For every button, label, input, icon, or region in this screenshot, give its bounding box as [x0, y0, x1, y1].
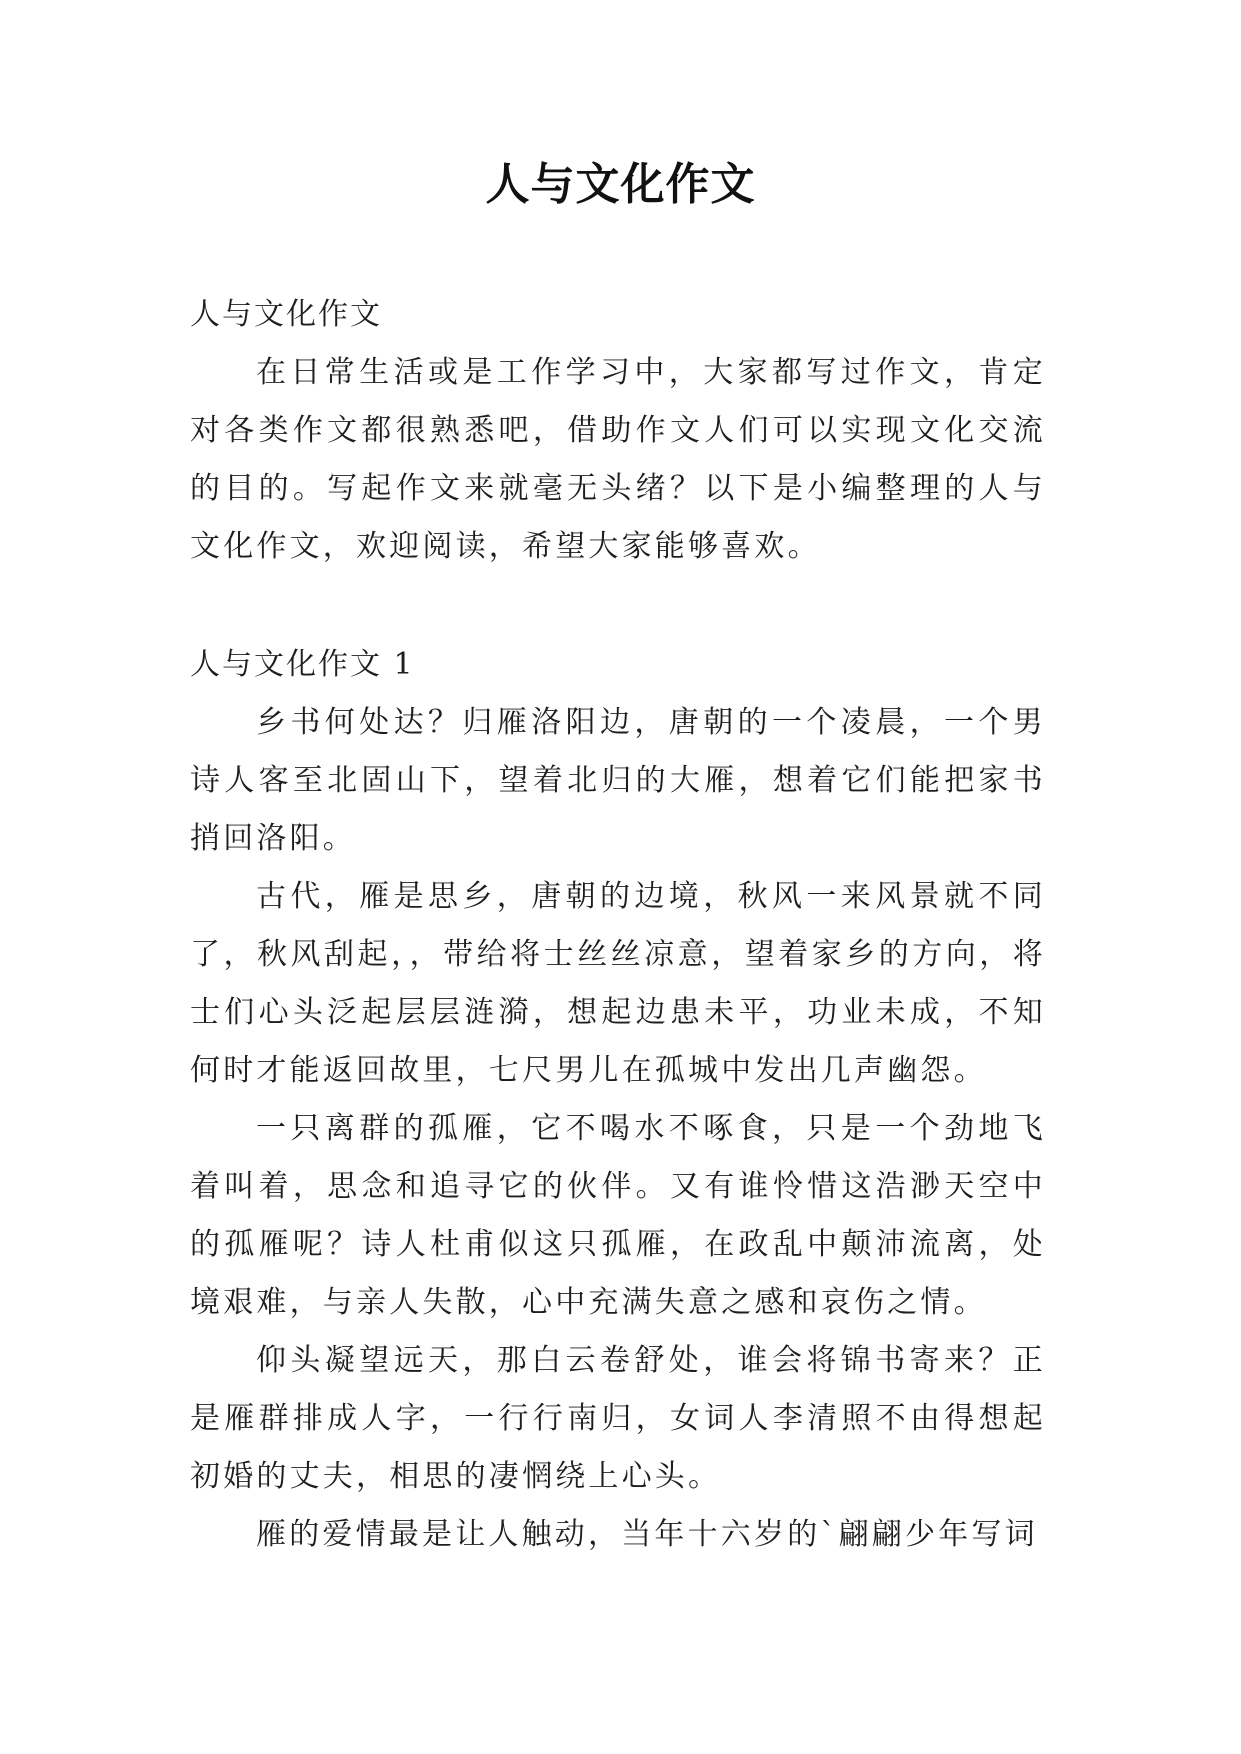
section-paragraph-1: 乡书何处达？归雁洛阳边，唐朝的一个凌晨，一个男诗人客至北固山下，望着北归的大雁，想着它们能把家书捎回洛阳。: [190, 705, 1046, 856]
intro-section: [190, 286, 1046, 576]
intro-paragraph: 在日常生活或是工作学习中，大家都写过作文，肯定对各类作文都很熟悉吧，借助作文人们可以实现文化交流的目的。写起作文来就毫无头绪？以下是小编整理的人与文化作文，欢迎阅读，希望大家能够喜欢。: [190, 355, 1046, 564]
document-title: 人与文化作文: [485, 159, 756, 210]
essay-section-1: [190, 636, 1046, 1564]
section-paragraph-3: 一只离群的孤雁，它不喝水不啄食，只是一个劲地飞着叫着，思念和追寻它的伙伴。又有谁怜惜这浩渺天空中的孤雁呢？诗人杜甫似这只孤雁，在政乱中颠沛流离，处境艰难，与亲人失散，心中充满失意之感和哀伤之情。: [190, 1111, 1046, 1320]
section-paragraph-2: 古代，雁是思乡，唐朝的边境，秋风一来风景就不同了，秋风刮起，，带给将士丝丝凉意，望着家乡的方向，将士们心头泛起层层涟漪，想起边患未平，功业未成，不知何时才能返回故里，七尺男儿在孤城中发出几声幽怨。: [190, 879, 1046, 1088]
intro-heading: 人与文化作文: [190, 297, 382, 332]
section-heading: 人与文化作文 1: [190, 647, 415, 682]
section-paragraph-4: 仰头凝望远天，那白云卷舒处，谁会将锦书寄来？正是雁群排成人字，一行行南归，女词人李清照不由得想起初婚的丈夫，相思的凄惘绕上心头。: [190, 1343, 1046, 1494]
section-paragraph-5: 雁的爱情最是让人触动，当年十六岁的`翩翩少年写词: [256, 1517, 1038, 1552]
